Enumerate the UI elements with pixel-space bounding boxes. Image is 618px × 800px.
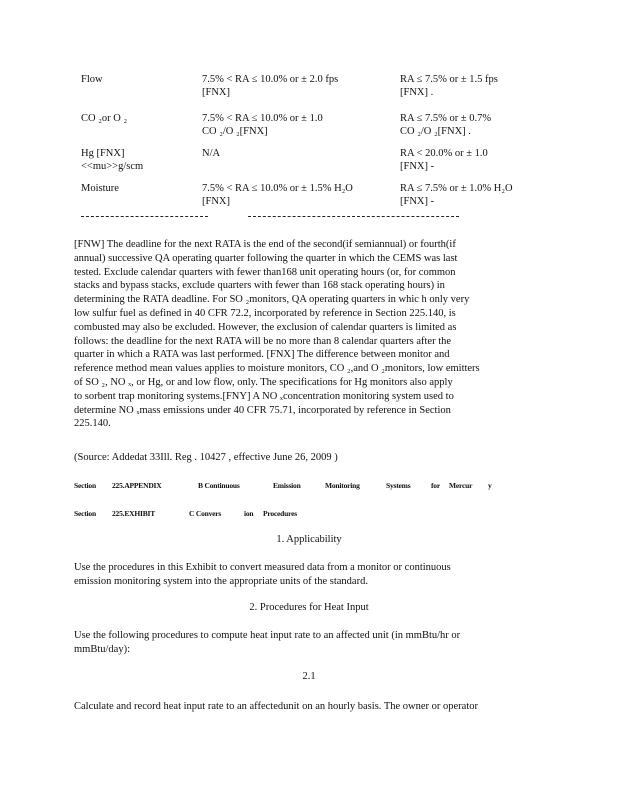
row-param: Moisture — [81, 183, 119, 194]
table-divider-right — [248, 216, 459, 217]
body-paragraph-procedures: Use the following procedures to compute heat input rate to an affected unit (in mmBtu/hr or mmBtu/day): — [74, 630, 461, 655]
row-param: CO ₂or O ₂ — [81, 113, 128, 124]
row-alt-criteria: RA < 20.0% or ± 1.0 [FNX] - — [400, 148, 488, 172]
row-criteria: 7.5% < RA ≤ 10.0% or ± 1.0 CO ₂/O ₂[FNX] — [202, 113, 323, 137]
source-note: (Source: Addedat 33Ill. Reg . 10427 , effective June 26, 2009 ) — [74, 452, 338, 463]
row-param: Hg [FNX] <<mu>>g/scm — [81, 148, 144, 172]
heading-procedures-heat-input: 2. Procedures for Heat Input — [249, 602, 369, 613]
heading-2-1: 2.1 — [302, 671, 316, 682]
body-paragraph-calculate: Calculate and record heat input rate to an affectedunit on an hourly basis. The owner or operator — [74, 701, 479, 712]
row-criteria: 7.5% < RA ≤ 10.0% or ± 2.0 fps [FNX] — [202, 74, 339, 98]
row-param: Flow — [81, 74, 103, 85]
body-paragraph-rata-deadline: [FNW] The deadline for the next RATA is the end of the second(if semiannual) or fourth(if annual) successive QA operating quarter following the quarter in which the CEMS was last tested. Exclude calendar quarters with fewer than168 unit operating hours (or, for common stacks and bypass stacks, exclude quarters with fewer than 168 stack operating hours) in determining the RATA deadline. For SO ₂monitors, QA operating quarters in whic h only very low sulfur fuel as defined in 40 CFR 72.2, incorporated by reference in Section 225.140, is combusted may also be excluded. However, the exclusion of calendar quarters is limited as follows: the deadline for the next RATA will be no more than 8 calendar quarters after the quarter in which a RATA was last performed. [FNX] The difference between monitor and reference method mean values applies to moisture monitors, CO ₂,and O ₂monitors, low emitters of SO ₂, NO ₓ, or Hg, or and low flow, only. The specifications for Hg monitors also apply to sorbent trap monitoring systems.[FNY] A NO ₓconcentration monitoring system used to determine NO ₓmass emissions under 40 CFR 75.71, incorporated by reference in Section 225.140. — [74, 239, 480, 430]
table-divider-left — [81, 216, 208, 217]
row-alt-criteria: RA ≤ 7.5% or ± 0.7% CO ₂/O ₂[FNX] . — [400, 113, 492, 137]
row-criteria: 7.5% < RA ≤ 10.0% or ± 1.5% H₂O [FNX] — [202, 183, 353, 207]
row-alt-criteria: RA ≤ 7.5% or ± 1.0% H₂O [FNX] - — [400, 183, 513, 207]
row-criteria: N/A — [202, 148, 221, 159]
body-paragraph-applicability: Use the procedures in this Exhibit to convert measured data from a monitor or continuous emission monitoring system into the appropriate units of the standard. — [74, 562, 451, 587]
heading-applicability: 1. Applicability — [276, 534, 342, 545]
row-alt-criteria: RA ≤ 7.5% or ± 1.5 fps [FNX] . — [400, 74, 498, 98]
